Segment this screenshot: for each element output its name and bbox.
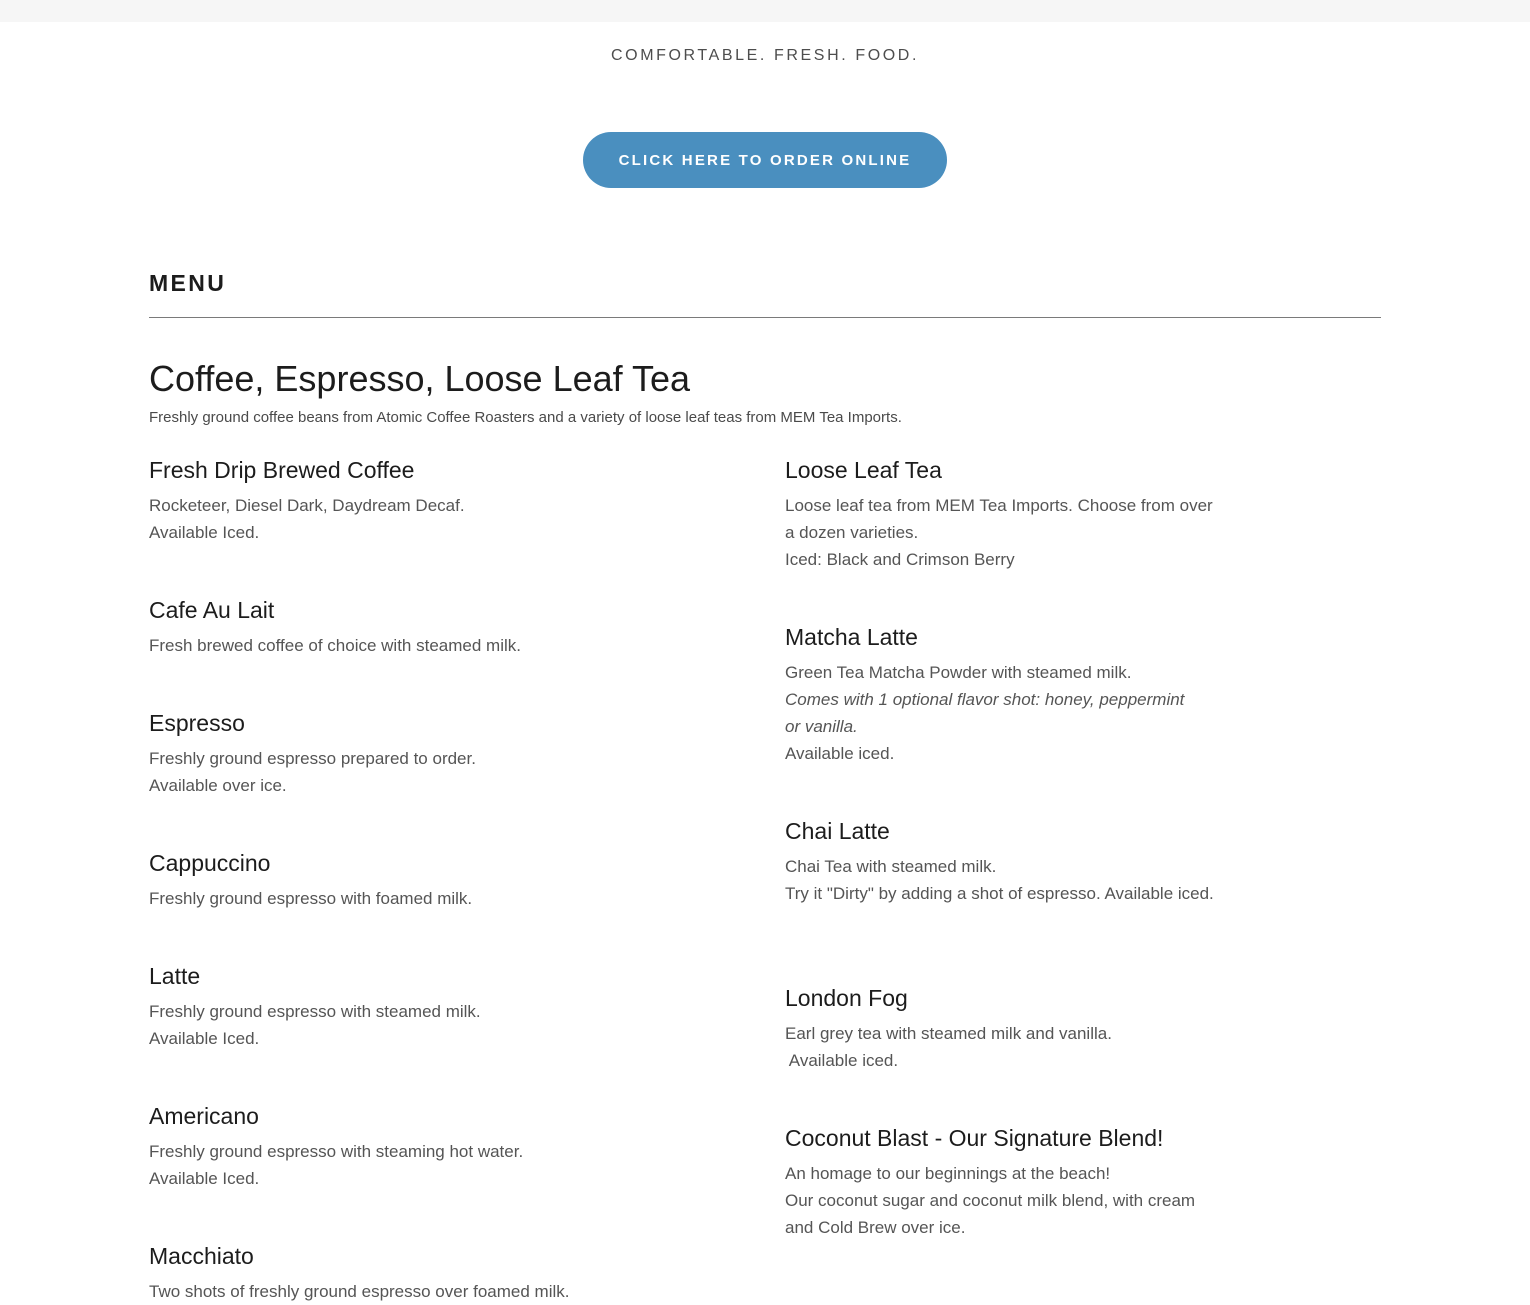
item-description: Fresh brewed coffee of choice with steamed milk. <box>149 636 521 655</box>
item-description: Available over ice. <box>149 776 287 795</box>
menu-item-matcha-latte <box>785 623 1235 767</box>
item-description: Available Iced. <box>149 1169 260 1188</box>
item-description: An homage to our beginnings at the beach! <box>785 1164 1111 1183</box>
menu-item-loose-leaf-tea <box>785 456 1235 573</box>
menu-item-latte <box>149 962 599 1052</box>
item-title: Macchiato <box>149 1243 254 1269</box>
menu-item-americano <box>149 1102 599 1192</box>
item-title: Americano <box>149 1103 259 1129</box>
top-bar <box>0 0 1530 22</box>
item-description: Available Iced. <box>149 523 260 542</box>
menu-item-espresso <box>149 709 599 799</box>
menu-divider <box>149 317 1381 318</box>
item-description: Green Tea Matcha Powder with steamed milk. <box>785 663 1132 682</box>
item-description: Try it "Dirty" by adding a shot of espresso. Available iced. <box>785 884 1214 903</box>
item-description: Earl grey tea with steamed milk and vanilla. <box>785 1024 1112 1043</box>
item-description: Freshly ground espresso with steamed milk. <box>149 1002 481 1021</box>
menu-item-coconut-blast <box>785 1124 1235 1241</box>
item-title: Cafe Au Lait <box>149 597 275 623</box>
item-title: Espresso <box>149 710 245 736</box>
item-title: Loose Leaf Tea <box>785 457 942 483</box>
item-description: Rocketeer, Diesel Dark, Daydream Decaf. <box>149 496 465 515</box>
section-title: Coffee, Espresso, Loose Leaf Tea <box>149 358 691 399</box>
menu-item-chai-latte <box>785 817 1235 907</box>
item-description: Freshly ground espresso with steaming hot water. <box>149 1142 524 1161</box>
menu-item-cappuccino <box>149 849 599 912</box>
item-description: Our coconut sugar and coconut milk blend, with cream <box>785 1191 1196 1210</box>
item-description: Available iced. <box>785 744 895 763</box>
item-title: Cappuccino <box>149 850 271 876</box>
item-description: Freshly ground espresso prepared to order. <box>149 749 476 768</box>
item-title: Chai Latte <box>785 818 890 844</box>
item-description: Iced: Black and Crimson Berry <box>785 550 1015 569</box>
item-note: Comes with 1 optional flavor shot: honey, peppermint <box>785 690 1185 709</box>
menu-item-fresh-drip-coffee <box>149 456 599 546</box>
item-title: Latte <box>149 963 201 989</box>
item-description: Chai Tea with steamed milk. <box>785 857 997 876</box>
item-description: Two shots of freshly ground espresso over foamed milk. <box>149 1282 570 1301</box>
item-description: Available iced. <box>785 1051 899 1070</box>
item-description: and Cold Brew over ice. <box>785 1218 966 1237</box>
menu-item-cafe-au-lait <box>149 596 599 659</box>
item-title: London Fog <box>785 985 908 1011</box>
menu-item-london-fog <box>785 984 1235 1074</box>
item-note: or vanilla. <box>785 717 858 736</box>
item-title: Fresh Drip Brewed Coffee <box>149 457 415 483</box>
order-online-button[interactable]: CLICK HERE TO ORDER ONLINE <box>583 132 947 188</box>
item-description: Available Iced. <box>149 1029 260 1048</box>
item-description: Freshly ground espresso with foamed milk. <box>149 889 473 908</box>
item-description: Loose leaf tea from MEM Tea Imports. Choose from over <box>785 496 1213 515</box>
menu-heading: MENU <box>149 270 227 296</box>
menu-item-macchiato <box>149 1242 599 1305</box>
item-title: Coconut Blast - Our Signature Blend! <box>785 1125 1164 1151</box>
section-description: Freshly ground coffee beans from Atomic Coffee Roasters and a variety of loose leaf teas from MEM Tea Imports. <box>149 409 902 426</box>
item-title: Matcha Latte <box>785 624 918 650</box>
tagline: COMFORTABLE. FRESH. FOOD. <box>611 47 919 64</box>
item-description: a dozen varieties. <box>785 523 919 542</box>
